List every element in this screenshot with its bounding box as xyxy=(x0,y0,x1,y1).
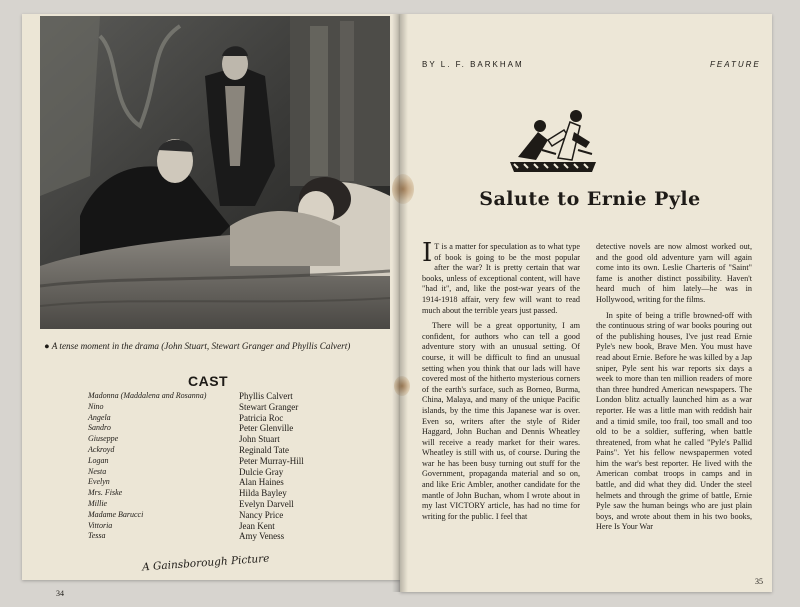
paragraph xyxy=(422,238,580,316)
paragraph: detective novels are now almost worked out, and the good old adventure yarn will again come into its own. Leslie Charteris of "Saint" fame is another distinct possibility. Haven't heard much of him lately—he was in Hollywood, writing for the films. xyxy=(596,242,752,304)
cast-actor: Alan Haines xyxy=(239,477,284,488)
photo-caption: ● A tense moment in the drama (John Stuart, Stewart Granger and Phyllis Calvert) xyxy=(44,341,351,351)
cast-role: Ackroyd xyxy=(88,444,115,454)
cast-actor: Dulcie Gray xyxy=(239,466,284,477)
article-title: Salute to Ernie Pyle xyxy=(479,188,701,210)
cast-role: Sandro xyxy=(88,423,111,433)
cast-actor: Phyllis Calvert xyxy=(239,391,293,401)
film-still-photo xyxy=(40,16,390,329)
cast-role: Angela xyxy=(88,412,111,422)
cast-role: Logan xyxy=(88,455,109,465)
cast-actor: Evelyn Darvell xyxy=(239,498,294,509)
cast-actor: Peter Murray-Hill xyxy=(239,455,304,466)
cast-actor: Reginald Tate xyxy=(239,444,289,455)
section-label: FEATURE xyxy=(710,60,761,69)
cast-heading: CAST xyxy=(188,373,229,389)
cast-actor: Nancy Price xyxy=(239,509,284,520)
cast-role: Giuseppe xyxy=(88,434,119,444)
cast-role: Madame Barucci xyxy=(88,509,144,519)
photo-caption-text: A tense moment in the drama (John Stuart, Stewart Granger and Phyllis Calvert) xyxy=(51,341,351,351)
readers-illustration xyxy=(508,102,598,174)
cast-role: Mrs. Fiske xyxy=(88,488,123,498)
cast-actors-list xyxy=(239,391,304,542)
cast-role: Tessa xyxy=(88,531,106,541)
cast-actor: Jean Kent xyxy=(239,520,275,531)
article-column-2 xyxy=(596,242,752,538)
left-page xyxy=(22,14,400,598)
drop-cap: I xyxy=(422,238,433,268)
cast-role: Vittoria xyxy=(88,520,113,530)
paragraph: In spite of being a trifle browned-off with the continuous string of war books pouring out of the publishing houses, I've just read Ernie Pyle's new book, Brave Men. You must have read about Ernie. Before he was killed by a Jap sniper, Pyle sent his war reports six days a week to more than ten million readers of more than three hundred American newspapers. The London blitz actually launched him as a war reporter. He was a little man with reddish hair and a timid smile, too frail, too small and too old to be a soldier, suffering, when battle threatened, from what he called "Pyle's Pallid Pains". Yet his fellow newspapermen voted him the war's best reporter. He lived with the American combat troops in camps and in battle, and did what they did. Under the steel helmets and through the grime of battle, Ernie Pyle saw the human beings who are just plain boys, and wrote about them in his two books, Here Is Your War xyxy=(596,310,752,532)
cast-role: Millie xyxy=(88,498,108,508)
cast-role: Evelyn xyxy=(88,477,110,487)
film-still-image xyxy=(40,16,390,329)
article-column-1 xyxy=(422,238,580,527)
reading-figures-icon xyxy=(508,102,598,174)
cast-actor: Amy Veness xyxy=(239,531,285,542)
cast-role: Madonna (Maddalena and Rosanna) xyxy=(88,391,207,400)
studio-signature: A Gainsborough Picture xyxy=(141,552,270,574)
cast-roles-list xyxy=(88,391,206,542)
cast-actor: Stewart Granger xyxy=(239,401,299,412)
page-number-left: 34 xyxy=(56,589,64,598)
cast-actor: Peter Glenville xyxy=(239,423,294,434)
book-spine xyxy=(392,14,408,592)
page-number-right: 35 xyxy=(755,577,763,586)
byline: BY L. F. BARKHAM xyxy=(422,60,524,69)
cast-actor: John Stuart xyxy=(239,434,280,445)
paragraph: There will be a great opportunity, I am confident, for authors who can tell a good adventure story with an unusual setting. Of course, it will be difficult to find an unusual setting when you think that our lads will have covered most of the hitherto mysterious corners of the earth's surface, such as Borneo, Burma, China, Malaya, and many of the unique Pacific islands, by the time this Japanese war is over. Even so, writers after the style of Rider Haggard, John Buchan and Dennis Wheatley will receive a ready market for their wares. Wheatley is still with us, of course. During the war he has been busy turning out stuff for the Government, propaganda material and so on, and like Eric Ambler, another candidate for the mantle of John Buchan, whom I wrote about in my last VICTORY article, has had no time for writing for the public. I feel that xyxy=(422,321,580,521)
cast-role: Nesta xyxy=(88,466,107,476)
right-page xyxy=(400,14,772,592)
cast-actor: Hilda Bayley xyxy=(239,488,287,499)
cast-role: Nino xyxy=(88,401,104,411)
paragraph-text: T is a matter for speculation as to what type of book is going to be the most popular after the war? It is pretty certain that war books, unless of exceptional content, will have "had it", and, like the post-war years of the 1914-1918 affair, very few will want to read much about the terrible years just passed. xyxy=(422,242,580,315)
cast-actor: Patricia Roc xyxy=(239,412,284,423)
